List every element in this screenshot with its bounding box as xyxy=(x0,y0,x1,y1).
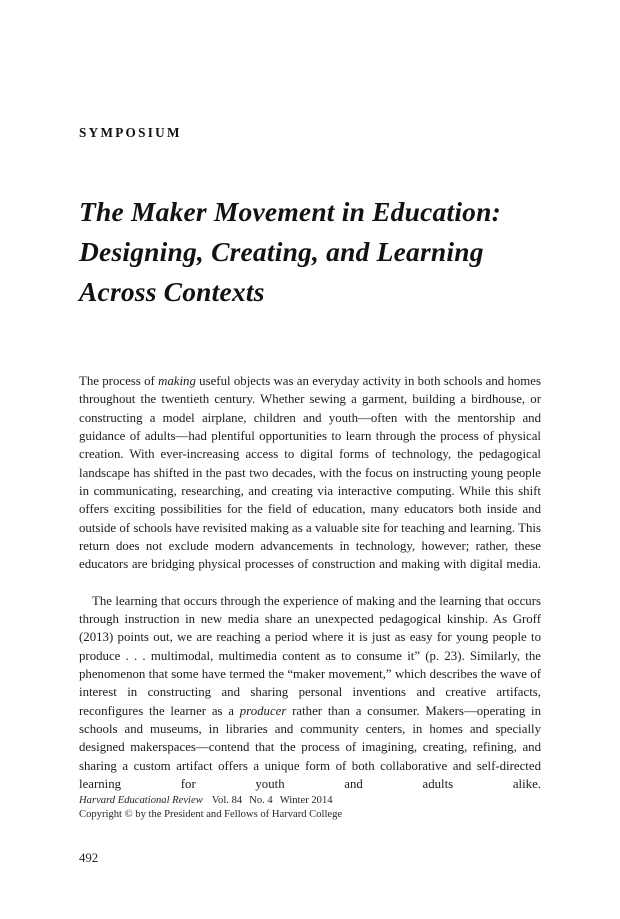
page-number: 492 xyxy=(79,851,99,865)
article-title-line-2: Designing, Creating, and Learning xyxy=(79,236,484,268)
article-title-line-3: Across Contexts xyxy=(79,276,265,308)
footer-citation-line xyxy=(79,794,541,808)
section-kicker: SYMPOSIUM xyxy=(79,125,182,140)
body-paragraph-1 xyxy=(79,372,541,592)
journal-title: Harvard Educational Review xyxy=(79,795,203,806)
journal-volume: Vol. 84 xyxy=(211,795,243,806)
body-text: useful objects was an everyday activity in both schools and homes throughout the twentieth century. Whether sewing a garment, building a birdhouse, or constructing a model airplane, children and youth—often with the mentorship and guidance of adults—had plentiful opportunities to learn through the process of physical creation. With ever-increasing access to digital forms of technology, the pedagogical landscape has shifted in the past two decades, with the focus on instructing young people in communicating, researching, and creating via interactive computing. While this shift offers exciting possibilities for the field of education, many educators both inside and outside of schools have revisited making as a valuable site for teaching and learning. This return does not exclude modern advancements in technology, however; rather, these educators are bridging physical processes of construction and making with digital media. xyxy=(79,374,541,572)
body-text: rather than a consumer. Makers—operating in schools and museums, in libraries and community centers, in homes and specially designed makerspaces—contend that the process of imagining, creating, refining, and sharing a custom artifact offers a unique form of both collaborative and self-directed learning for youth and adults alike. xyxy=(79,703,541,791)
journal-number: No. 4 xyxy=(249,795,273,806)
copyright-line: Copyright © by the President and Fellows of Harvard College xyxy=(79,808,343,820)
body-text: The process of xyxy=(79,374,159,388)
journal-issue: Winter 2014 xyxy=(279,795,333,806)
body-paragraph-2 xyxy=(79,592,541,812)
emphasized-text: making xyxy=(158,374,196,388)
body-text: The learning that occurs through the experience of making and the learning that occurs through instruction in new media share an unexpected pedagogical kinship. As Groff (2013) points out, we are reaching a period where it is just as easy for young people to produce . . . multimodal, multimedia content as to consume it” (p. 23). Similarly, the phenomenon that some have termed the “maker movement,” which describes the wave of interest in constructing and sharing personal inventions and creative artifacts, reconfigures the learner as a xyxy=(79,593,541,718)
page-footer xyxy=(79,794,541,821)
article-title-line-1: The Maker Movement in Education: xyxy=(79,196,501,228)
article-body xyxy=(79,372,541,812)
emphasized-text: producer xyxy=(239,703,287,718)
article-title xyxy=(79,192,549,312)
